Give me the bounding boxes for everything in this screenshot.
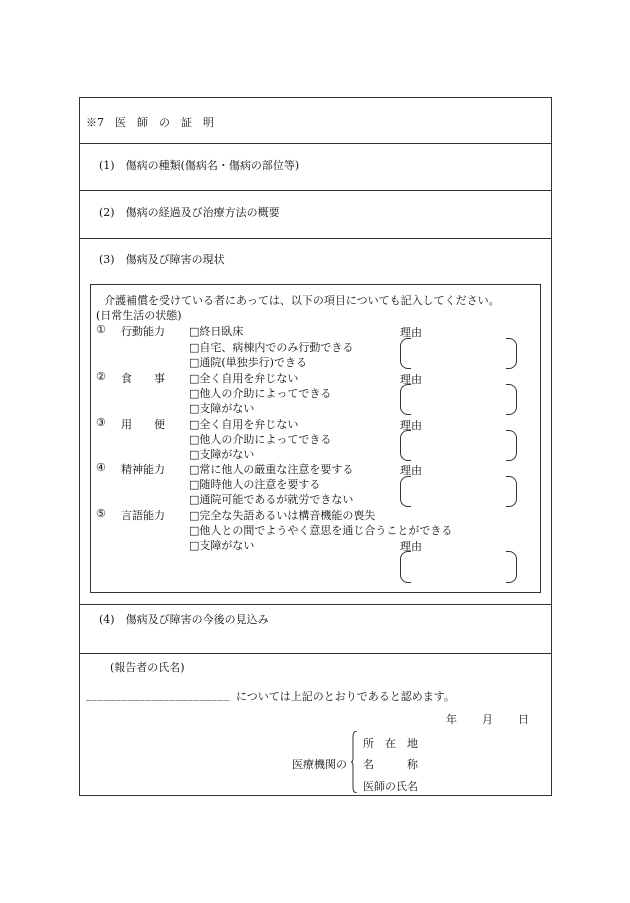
divider-s4 (79, 653, 552, 654)
checkbox-option[interactable]: □常に他人の厳重な注意を要する (189, 463, 354, 476)
reporter-label: (報告者の氏名) (110, 661, 185, 674)
checkbox-option[interactable]: □全く自用を弁じない (189, 418, 299, 431)
section-treatment-summary: (2) 傷病の経過及び治療方法の概要 (99, 206, 280, 219)
certification-statement: については上記のとおりであると認めます。 (236, 690, 455, 703)
reason-bracket-left (400, 384, 411, 415)
date-year: 年 (446, 713, 457, 726)
institution-label: 医療機関の (292, 758, 347, 771)
date-month: 月 (482, 713, 493, 726)
reason-bracket-left (400, 476, 411, 507)
reason-bracket-right (506, 384, 517, 415)
item-label-toilet: 用 便 (121, 418, 165, 431)
reason-bracket-left (400, 338, 411, 369)
section-injury-type: (1) 傷病の種類(傷病名・傷病の部位等) (99, 159, 300, 172)
divider-s3 (79, 604, 552, 605)
checkbox-option[interactable]: □随時他人の注意を要する (189, 478, 321, 491)
reason-label: 理由 (400, 540, 422, 553)
item-label-mobility: 行動能力 (121, 325, 165, 338)
checkbox-option[interactable]: □他人との間でようやく意思を通じ合うことができる (189, 524, 453, 537)
item-label-mental: 精神能力 (121, 463, 165, 476)
reason-bracket-right (506, 476, 517, 507)
checkbox-option[interactable]: □通院可能であるが就労できない (189, 493, 354, 506)
brace-icon (351, 731, 357, 793)
checkbox-option[interactable]: □終日臥床 (189, 325, 244, 338)
divider-s1 (79, 190, 552, 191)
item-label-meal: 食 事 (121, 372, 165, 385)
checkbox-option[interactable]: □支障がない (189, 448, 255, 461)
checkbox-option[interactable]: □全く自用を弁じない (189, 372, 299, 385)
daily-life-header: (日常生活の状態) (96, 309, 182, 322)
doctor-name: 医師の氏名 (363, 780, 418, 793)
checkbox-option[interactable]: □自宅、病棟内でのみ行動できる (189, 341, 354, 354)
checkbox-option[interactable]: □他人の介助によってできる (189, 433, 332, 446)
care-note: 介護補償を受けている者にあっては、以下の項目についても記入してください。 (104, 294, 500, 307)
date-day: 日 (518, 713, 529, 726)
divider-s2 (79, 238, 552, 239)
reporter-name-blank[interactable]: ________________________ (86, 688, 230, 701)
checkbox-option[interactable]: □他人の介助によってできる (189, 387, 332, 400)
reason-label: 理由 (400, 419, 422, 432)
reason-bracket-right (506, 338, 517, 369)
section-current-status: (3) 傷病及び障害の現状 (99, 253, 225, 266)
item-label-speech: 言語能力 (121, 509, 165, 522)
institution-address: 所 在 地 (363, 737, 418, 750)
reason-bracket-right (506, 551, 517, 583)
section-prognosis: (4) 傷病及び障害の今後の見込み (99, 613, 269, 626)
reason-label: 理由 (400, 464, 422, 477)
institution-name: 名 称 (363, 758, 418, 771)
item-number: ③ (96, 416, 106, 429)
certificate-title: ※7 医 師 の 証 明 (86, 116, 214, 129)
item-number: ⑤ (96, 507, 106, 520)
item-number: ② (96, 370, 106, 383)
checkbox-option[interactable]: □完全な失語あるいは構音機能の喪失 (189, 509, 376, 522)
checkbox-option[interactable]: □支障がない (189, 402, 255, 415)
divider-title (79, 143, 552, 144)
item-number: ① (96, 323, 106, 336)
checkbox-option[interactable]: □通院(単独歩行)できる (189, 356, 307, 369)
reason-bracket-right (506, 430, 517, 461)
item-number: ④ (96, 461, 106, 474)
reason-bracket-left (400, 430, 411, 461)
reason-bracket-left (400, 551, 411, 583)
reason-label: 理由 (400, 373, 422, 386)
reason-label: 理由 (400, 326, 422, 339)
checkbox-option[interactable]: □支障がない (189, 539, 255, 552)
